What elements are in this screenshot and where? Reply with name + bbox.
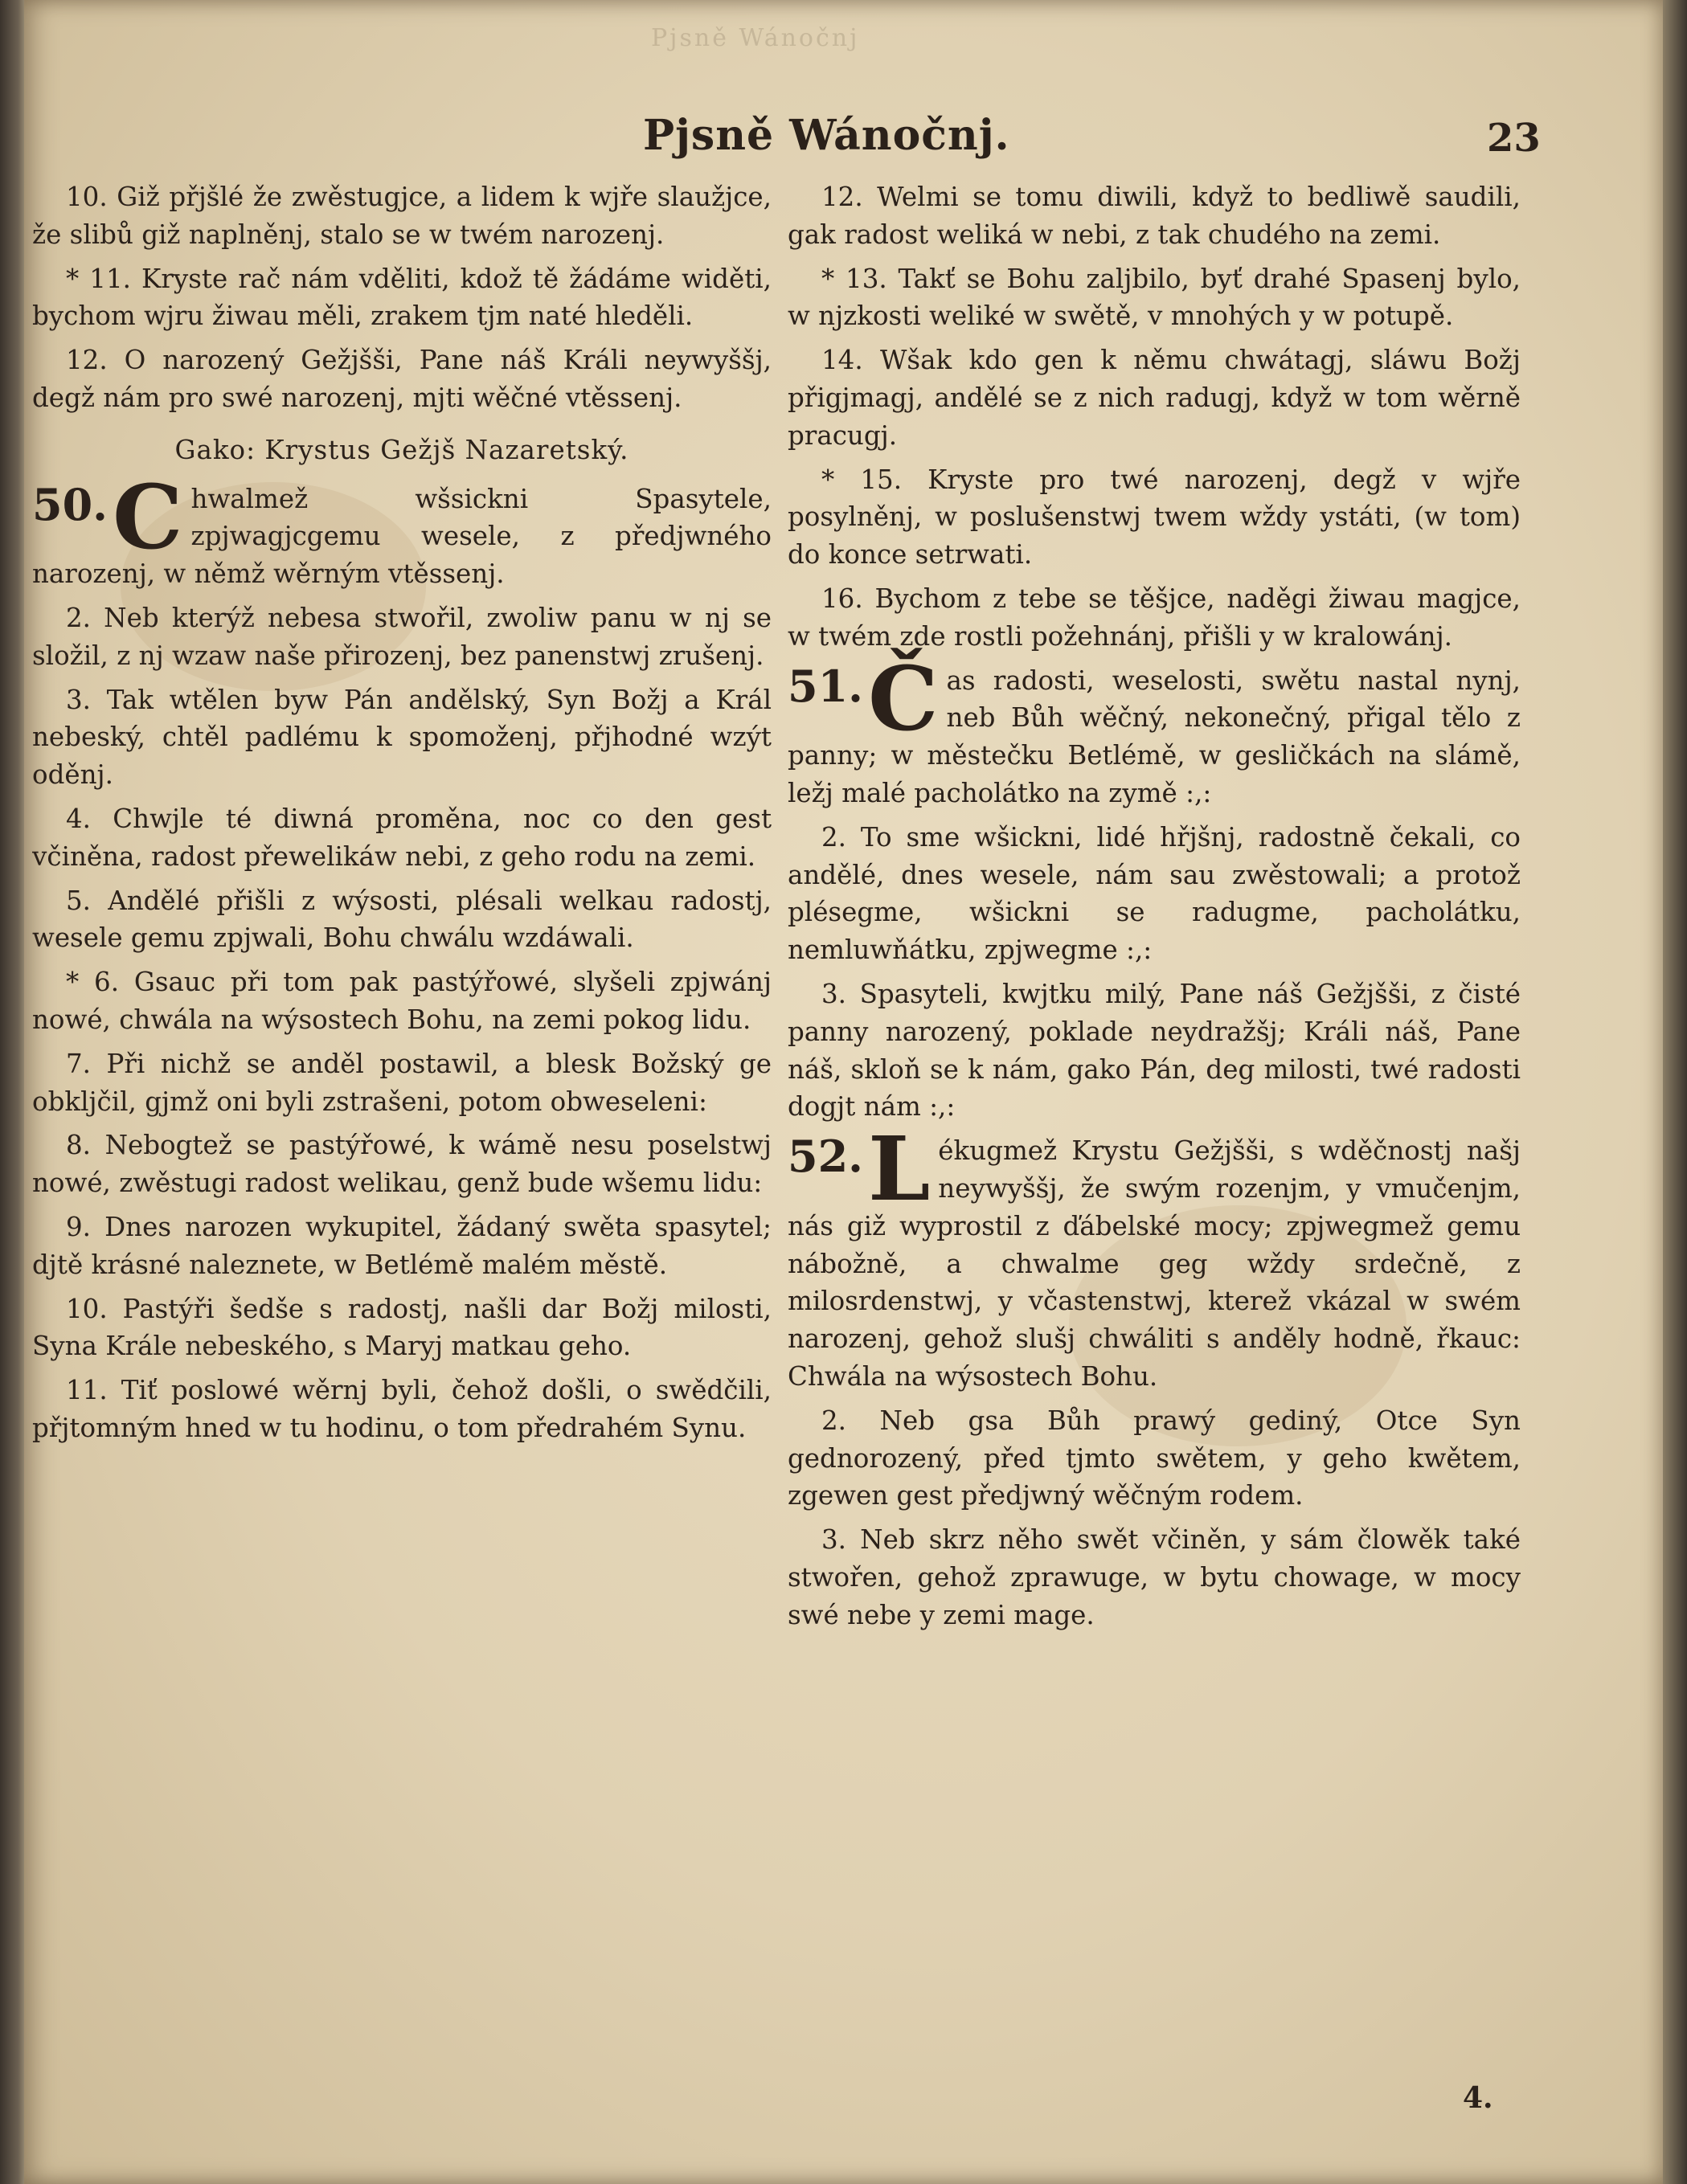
verse: 14. Wšak kdo gen k němu chwátagj, sláwu Božj přigjmagj, andělé se z nich radugj, když w tom wěrně pracugj. bbox=[788, 345, 1521, 451]
verse: 3. Neb skrz něho swět včiněn, y sám člowěk také stwořen, gehož zprawuge, w bytu chowage, w mocy swé nebe y zemi mage. bbox=[788, 1524, 1521, 1630]
verse: 10. Pastýři šedše s radostj, našli dar Božj milosti, Syna Krále nebeského, s Maryj matkau geho. bbox=[32, 1293, 772, 1362]
verse: 3. Tak wtělen byw Pán andělský, Syn Božj a Král nebeský, chtěl padlému k spomoženj, přjhodné wzýt oděnj. bbox=[32, 684, 772, 791]
verse: 8. Nebogtež se pastýřowé, k wámě nesu poselstwj nowé, zwěstugi radost welikau, genž bude wšemu lidu: bbox=[32, 1130, 772, 1199]
hymn-text: ékugmež Krystu Gežjšši, s wděčnostj našj neywyššj, že swým rozenjm, y vmučenjm, nás giž wyprostil z ďábelské mocy; zpjwegmež gemu nábožně, a chwalme geg wždy srdečně, z milosrdenstwj, y včastenstwj, kterež vkázal w swém narozenj, gehož slušj chwáliti s anděly hodně, řkauc: Chwála na wýsostech Bohu. bbox=[788, 1135, 1521, 1392]
hymn-text: hwalmež wšsickni Spasytele, zpjwagjcgemu wesele, z předjwného narozenj, w němž wěrným vtěssenj. bbox=[32, 483, 772, 590]
bleed-through-text: Pjsně Wánočnj bbox=[651, 24, 860, 52]
verse: 5. Andělé přišli z wýsosti, plésali welkau radostj, wesele gemu zpjwali, Bohu chwálu wzdáwali. bbox=[32, 885, 772, 954]
left-text-column bbox=[32, 178, 772, 2139]
tune-indication: Gako: Krystus Gežjš Nazaretský. bbox=[174, 434, 629, 465]
running-title: Pjsně Wánočnj. bbox=[643, 111, 1010, 160]
page-header bbox=[24, 111, 1664, 167]
page-number: 23 bbox=[1487, 116, 1541, 161]
verse: 12. O narozený Gežjšši, Pane náš Králi neywyššj, degž nám pro swé narozenj, mjti wěčné vtěssenj. bbox=[32, 345, 772, 413]
book-page bbox=[24, 0, 1664, 2184]
page-edge bbox=[1663, 0, 1687, 2184]
verse: 10. Giž přjšlé že zwěstugjce, a lidem k wjře slaužjce, že slibů giž naplněnj, stalo se w twém narozenj. bbox=[32, 182, 772, 250]
verse: 2. To sme wšickni, lidé hřjšnj, radostně čekali, co andělé, dnes wesele, nám sau zwěstowali; a protož plésegme, wšickni se radugme, pacholátku, nemluwňátku, zpjwegme :,: bbox=[788, 821, 1521, 966]
hymn-text: as radosti, weselosti, swětu nastal nynj, neb Bůh wěčný, nekonečný, přigal tělo z panny; w městečku Betlémě, w gesličkách na slámě, ležj malé pacholátko na zymě :,: bbox=[788, 665, 1521, 808]
hymn-start bbox=[788, 646, 1521, 812]
verse: 3. Spasyteli, kwjtku milý, Pane náš Gežjšši, z čisté panny narozený, poklade neydražšj; Králi náš, Pane náš, skloň se k nám, gako Pán, deg milosti, twé radosti dogjt nám :,: bbox=[788, 978, 1521, 1123]
drop-capital: C bbox=[112, 464, 183, 569]
verse: * 15. Kryste pro twé narozenj, degž v wjře posylněnj, w poslušenstwj twem wždy ystáti, (w tom) do konce setrwati. bbox=[788, 464, 1521, 571]
hymn-start bbox=[32, 464, 772, 593]
hymn-start bbox=[788, 1117, 1521, 1396]
hymn-number: 52. bbox=[788, 1131, 863, 1183]
verse: 2. Neb gsa Bůh prawý gediný, Otce Syn gednorozený, před tjmto swětem, y geho kwětem, zgewen gest předjwný wěčným rodem. bbox=[788, 1405, 1521, 1511]
hymn-number: 51. bbox=[788, 660, 863, 712]
verse: * 11. Kryste rač nám vděliti, kdož tě žádáme widěti, bychom wjru žiwau měli, zrakem tjm naté hleděli. bbox=[32, 263, 772, 332]
verse: * 6. Gsauc při tom pak pastýřowé, slyšeli zpjwánj nowé, chwála na wýsostech Bohu, na zemi pokog lidu. bbox=[32, 967, 772, 1035]
verse: * 13. Takť se Bohu zaljbilo, byť drahé Spasenj bylo, w njzkosti weliké w swětě, v mnohých y w potupě. bbox=[788, 263, 1521, 332]
verse: 11. Tiť poslowé wěrnj byli, čehož došli, o swědčili, přjtomným hned w tu hodinu, o tom předrahém Synu. bbox=[32, 1375, 772, 1443]
verse: 12. Welmi se tomu diwili, když to bedliwě saudili, gak radost weliká w nebi, z tak chudého na zemi. bbox=[788, 182, 1521, 250]
hymn-number: 50. bbox=[32, 478, 108, 530]
verse: 2. Neb kterýž nebesa stwořil, zwoliw panu w nj se složil, z nj wzaw naše přirozenj, bez panenstwj zrušenj. bbox=[32, 602, 772, 671]
verse: 7. Při nichž se anděl postawil, a blesk Božský ge obkljčil, gjmž oni byli zstrašeni, potom obweseleni: bbox=[32, 1048, 772, 1117]
verse: 9. Dnes narozen wykupitel, žádaný swěta spasytel; djtě krásné naleznete, w Betlémě malém městě. bbox=[32, 1211, 772, 1280]
verse: 4. Chwjle té diwná proměna, noc co den gest včiněna, radost přewelikáw nebi, z geho rodu na zemi. bbox=[32, 803, 772, 872]
catchword: 4. bbox=[1463, 2081, 1493, 2115]
drop-capital: Č bbox=[867, 646, 939, 750]
drop-capital: L bbox=[867, 1117, 931, 1221]
right-text-column bbox=[788, 178, 1521, 2139]
verse: 16. Bychom z tebe se těšjce, naděgi žiwau magjce, w twém zde rostli požehnánj, přišli y w kralowánj. bbox=[788, 583, 1521, 652]
